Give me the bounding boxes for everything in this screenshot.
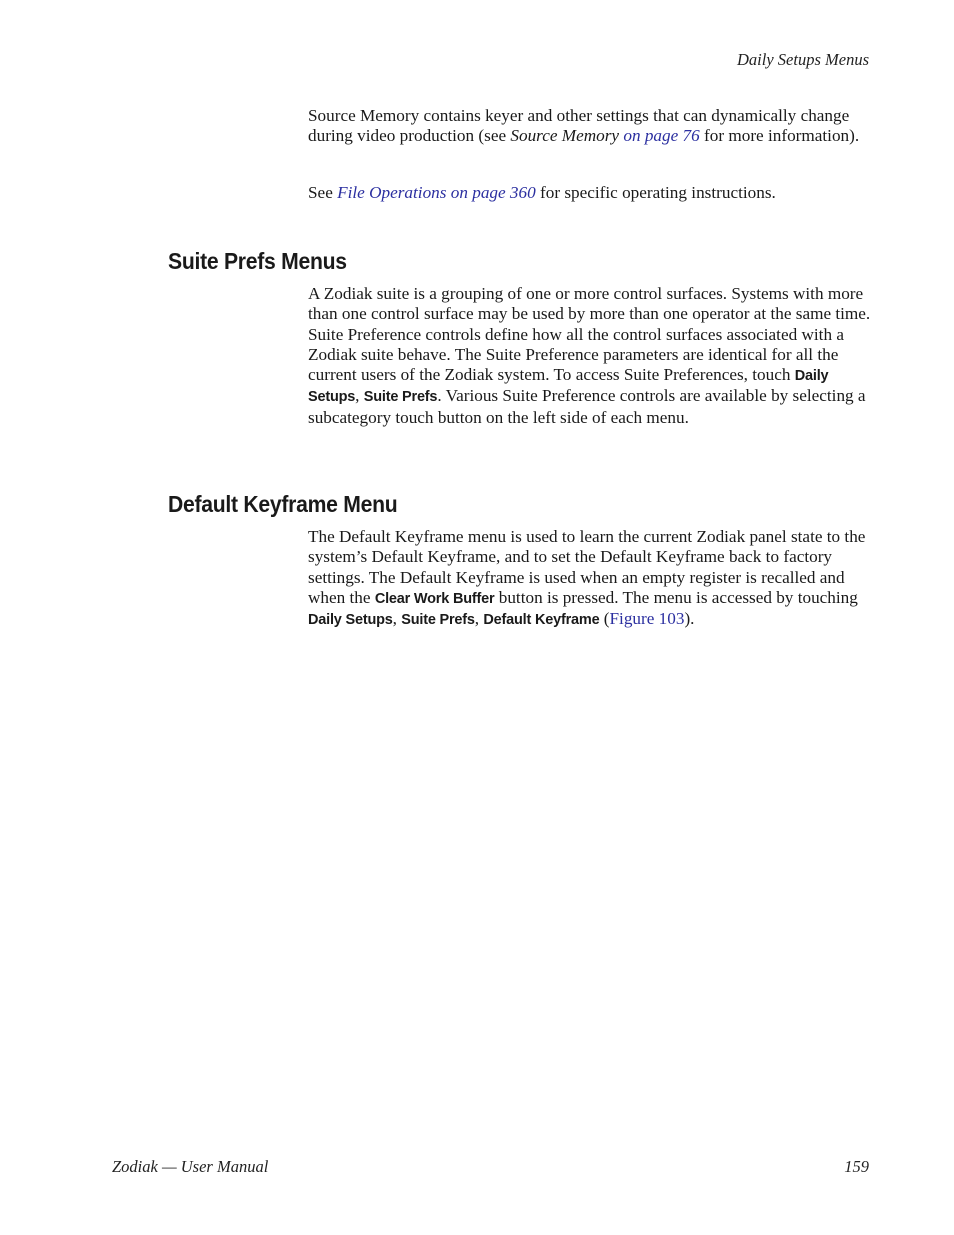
default-keyframe-text: The Default Keyframe menu is used to learn the current Zodiak panel state to the system’s Default Keyframe, and to set the Default Keyframe back to factory settings. The Default Keyframe is used when an empty register is recalled and when the	[308, 527, 866, 607]
default-keyframe-heading: Default Keyframe Menu	[168, 491, 398, 517]
clear-work-buffer-label: Clear Work Buffer	[374, 590, 495, 607]
see-text: See	[308, 183, 338, 202]
paren-close: ).	[684, 609, 695, 629]
daily-setups-label: Daily Setups	[308, 612, 393, 629]
file-operations-link[interactable]: File Operations on page 360	[337, 183, 536, 202]
instructions-text: for specific operating instructions.	[535, 183, 776, 202]
separator: ,	[474, 609, 484, 629]
separator: ,	[355, 386, 364, 406]
suite-prefs-label: Suite Prefs	[363, 389, 438, 406]
intro-text-end: for more information).	[699, 126, 860, 146]
footer-manual-title: Zodiak — User Manual	[112, 1157, 269, 1176]
footer-page-number: 159	[844, 1157, 869, 1176]
suite-prefs-label: Suite Prefs	[401, 612, 475, 629]
default-keyframe-label: Default Keyframe	[483, 612, 600, 629]
figure-103-link[interactable]: Figure 103	[609, 609, 685, 629]
source-memory-ref-title: Source Memory	[510, 126, 620, 146]
separator: ,	[392, 609, 402, 629]
running-header: Daily Setups Menus	[737, 50, 869, 69]
intro-text: Source Memory contains keyer and other settings that can dynamically change during video production (see	[308, 106, 850, 146]
default-keyframe-text-mid: button is pressed. The menu is accessed by touching	[494, 587, 858, 607]
paren-open: (	[599, 609, 610, 629]
default-keyframe-paragraph	[308, 527, 873, 630]
intro-paragraph-source-memory	[308, 106, 873, 147]
source-memory-page-link[interactable]: on page 76	[619, 126, 700, 146]
daily-setups-label: Daily Setups	[308, 368, 829, 406]
intro-paragraph-file-operations	[308, 183, 873, 203]
suite-prefs-heading: Suite Prefs Menus	[168, 248, 347, 274]
suite-prefs-paragraph	[308, 284, 873, 428]
suite-prefs-text-end: . Various Suite Preference controls are available by selecting a subcategory touch button on the left side of each menu.	[308, 386, 866, 427]
suite-prefs-text: A Zodiak suite is a grouping of one or more control surfaces. Systems with more than one control surface may be used by more than one operator at the same time. Suite Preference controls define how all the control surfaces associated with a Zodiak suite behave. The Suite Preference parameters are identical for all the current users of the Zodiak system. To access Suite Preferences, touch	[308, 284, 871, 385]
